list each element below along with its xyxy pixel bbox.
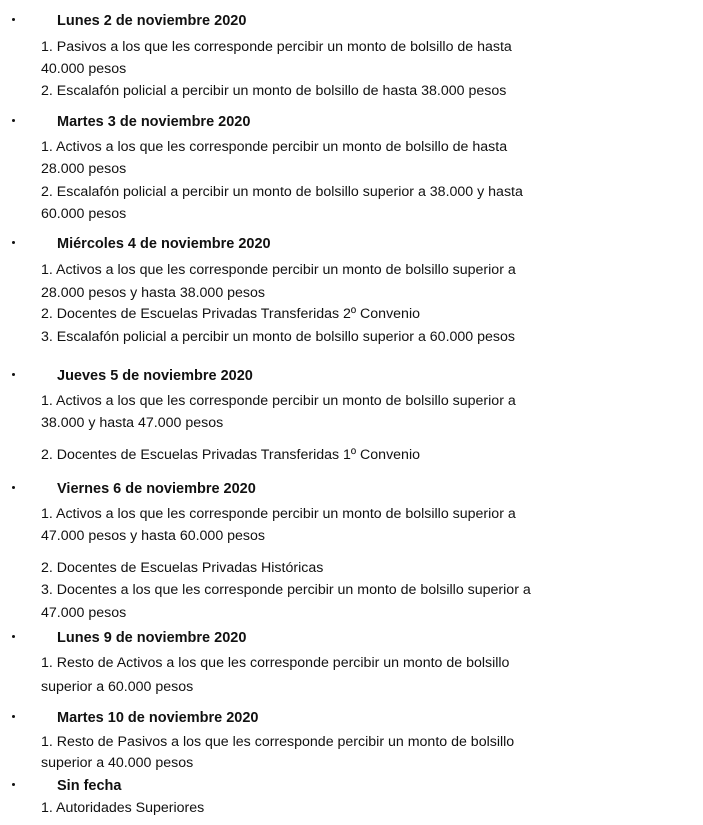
schedule-line: 1. Activos a los que les corresponde percibir un monto de bolsillo superior a [41,506,516,522]
schedule-line: superior a 60.000 pesos [41,679,194,695]
schedule-line: 1. Autoridades Superiores [41,800,205,816]
schedule-line: 2. Escalafón policial a percibir un monto de bolsillo superior a 38.000 y hasta [41,184,523,200]
section-heading [0,112,640,132]
schedule-line: 1. Pasivos a los que les corresponde percibir un monto de bolsillo de hasta [41,39,512,55]
section-date: Lunes 9 de noviembre 2020 [57,630,247,646]
section-heading [0,628,640,648]
schedule-line: 1. Activos a los que les corresponde percibir un monto de bolsillo superior a [41,393,516,409]
section-date: Martes 10 de noviembre 2020 [57,710,259,726]
schedule-line: 1. Activos a los que les corresponde percibir un monto de bolsillo de hasta [41,139,508,155]
schedule-line: 3. Escalafón policial a percibir un monto de bolsillo superior a 60.000 pesos [41,329,515,345]
schedule-line: 1. Resto de Pasivos a los que les corresponde percibir un monto de bolsillo [41,734,515,750]
bullet-icon [12,119,15,122]
section-date: Viernes 6 de noviembre 2020 [57,481,256,497]
section-heading [0,11,640,31]
section-heading [0,708,640,728]
section-heading [0,776,640,796]
schedule-line: 60.000 pesos [41,206,127,222]
bullet-icon [12,486,15,489]
section-date: Miércoles 4 de noviembre 2020 [57,236,271,252]
schedule-line: 28.000 pesos [41,161,127,177]
section-heading [0,479,640,499]
schedule-line: superior a 40.000 pesos [41,755,194,771]
schedule-line: 2. Docentes de Escuelas Privadas Transferidas 2º Convenio [41,306,420,322]
schedule-line: 3. Docentes a los que les corresponde percibir un monto de bolsillo superior a [41,582,531,598]
section-date: Sin fecha [57,778,122,794]
schedule-line: 28.000 pesos y hasta 38.000 pesos [41,285,266,301]
schedule-line: 40.000 pesos [41,61,127,77]
schedule-line: 1. Activos a los que les corresponde percibir un monto de bolsillo superior a [41,262,516,278]
section-heading [0,366,640,386]
section-date: Martes 3 de noviembre 2020 [57,114,251,130]
schedule-line: 2. Docentes de Escuelas Privadas Transferidas 1º Convenio [41,447,420,463]
section-date: Lunes 2 de noviembre 2020 [57,13,247,29]
schedule-line: 1. Resto de Activos a los que les corresponde percibir un monto de bolsillo [41,655,510,671]
bullet-icon [12,635,15,638]
bullet-icon [12,715,15,718]
bullet-icon [12,241,15,244]
section-date: Jueves 5 de noviembre 2020 [57,368,253,384]
bullet-icon [12,373,15,376]
schedule-line: 47.000 pesos [41,605,127,621]
section-heading [0,234,640,254]
schedule-line: 2. Escalafón policial a percibir un monto de bolsillo de hasta 38.000 pesos [41,83,507,99]
schedule-line: 2. Docentes de Escuelas Privadas Históricas [41,560,324,576]
schedule-line: 47.000 pesos y hasta 60.000 pesos [41,528,266,544]
bullet-icon [12,783,15,786]
bullet-icon [12,18,15,21]
schedule-line: 38.000 y hasta 47.000 pesos [41,415,224,431]
